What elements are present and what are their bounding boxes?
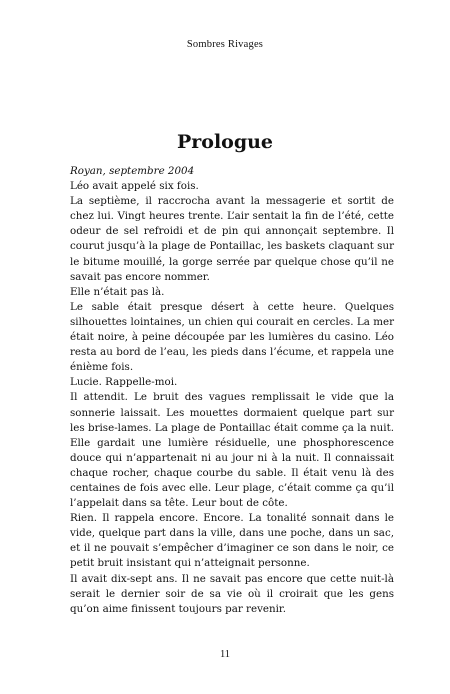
paragraph: La septième, il raccrocha avant la messagerie et sortit de chez lui. Vingt heures trente. L’air sentait la fin de l’été, cette odeur de sel refroidi et de pin qui annonçait septembre. Il courut jusqu’à la plage de Pontaillac, les baskets claquant sur le bitume mouillé, la gorge serrée par quelque chose qu’il ne savait pas encore nommer.	[70, 195, 394, 283]
paragraph: Elle n’était pas là.	[70, 285, 165, 298]
chapter-body	[70, 164, 394, 617]
running-header: Sombres Rivages	[186, 39, 264, 50]
paragraph: Le sable était presque désert à cette heure. Quelques silhouettes lointaines, un chien qui courait en cercles. La mer était noire, à peine découpée par les lumières du casino. Léo resta au bord de l’eau, les pieds dans l’écume, et rappela une énième fois.	[70, 300, 394, 374]
paragraph: Léo avait appelé six fois.	[70, 180, 199, 193]
dateline: Royan, septembre 2004	[70, 165, 195, 177]
paragraph: Rien. Il rappela encore. Encore. La tonalité sonnait dans le vide, quelque part dans la ville, dans une poche, dans un sac, et il ne pouvait s’empêcher d’imaginer ce son dans le noir, ce petit bruit insistant qui n’atteignait personne.	[70, 512, 394, 570]
chapter-title: Prologue	[176, 131, 274, 153]
paragraph: Il attendit. Le bruit des vagues remplissait le vide que la sonnerie laissait. Les mouettes dormaient quelque part sur les brise-lames. La plage de Pontaillac était comme ça la nuit. Elle gardait une lumière résiduelle, une phosphorescence douce qui n’appartenait ni au jour ni à la nuit. Il connaissait chaque rocher, chaque courbe du sable. Il était venu là des centaines de fois avec elle. Leur plage, c’était comme ça qu’il l’appelait dans sa tête. Leur bout de côte.	[70, 391, 394, 510]
paragraph: Il avait dix-sept ans. Il ne savait pas encore que cette nuit-là serait le dernier soir de sa vie où il croirait que les gens qu’on aime finissent toujours par revenir.	[70, 572, 394, 615]
page-number: 11	[219, 649, 231, 660]
paragraph: Lucie. Rappelle-moi.	[70, 376, 178, 389]
